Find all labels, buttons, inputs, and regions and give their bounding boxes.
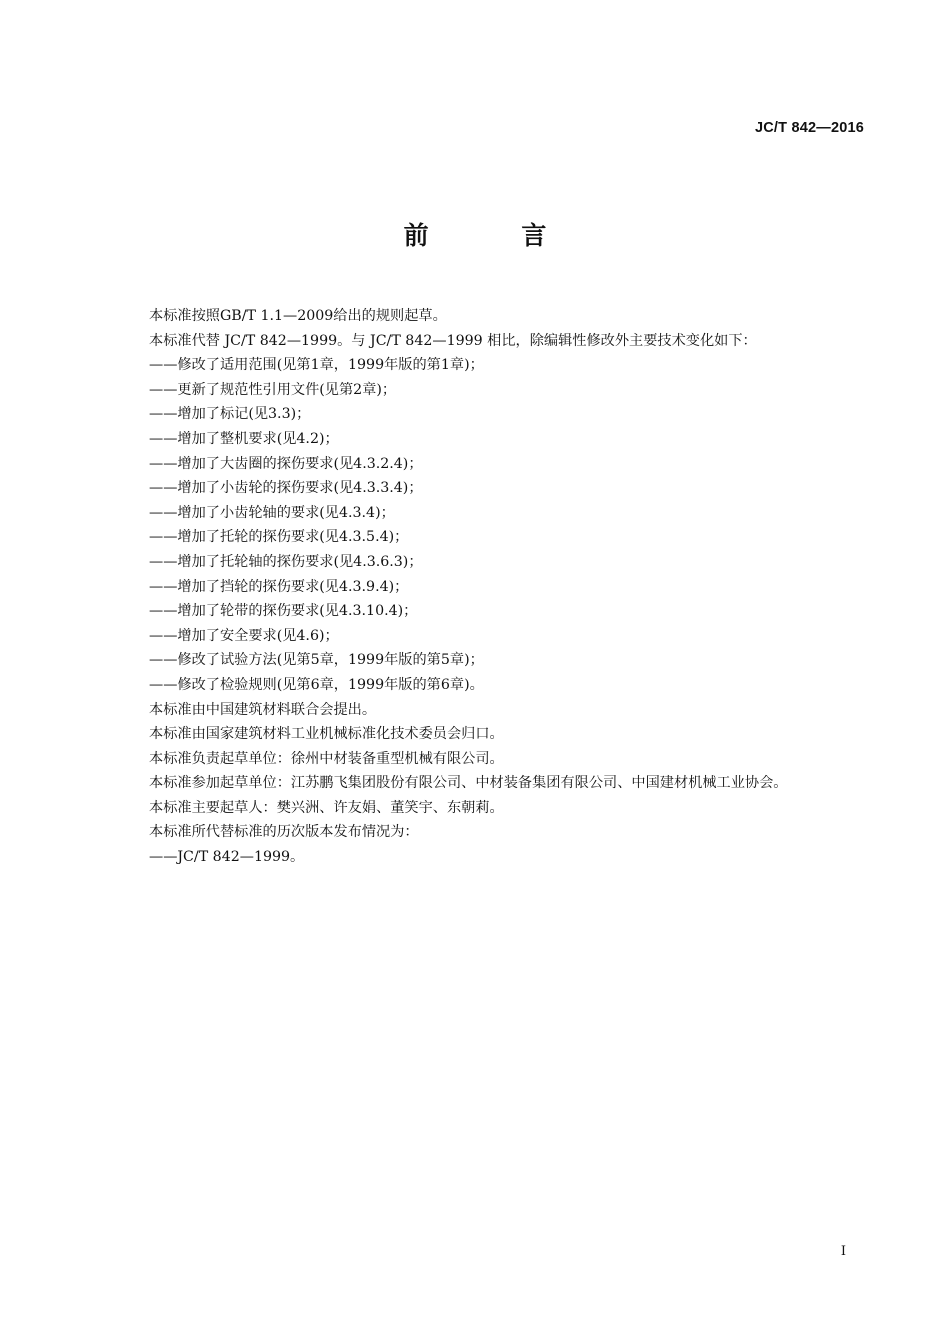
- paragraph: 本标准由国家建筑材料工业机械标准化技术委员会归口。: [149, 726, 504, 743]
- list-item: ——修改了适用范围(见第1章，1999年版的第1章)；: [149, 357, 484, 374]
- paragraph: 本标准代替 JC/T 842—1999。与 JC/T 842—1999 相比，除编辑性修改外主要技术变化如下：: [149, 332, 757, 349]
- list-item: ——增加了小齿轮轴的要求(见4.3.4)；: [149, 504, 395, 521]
- list-item: ——增加了托轮轴的探伤要求(见4.3.6.3)；: [149, 553, 423, 570]
- list-item: ——增加了小齿轮的探伤要求(见4.3.3.4)；: [149, 480, 423, 497]
- list-item: ——增加了轮带的探伤要求(见4.3.10.4)；: [149, 603, 418, 620]
- list-item: ——JC/T 842—1999。: [149, 849, 305, 866]
- paragraph: 本标准负责起草单位：徐州中材装备重型机械有限公司。: [149, 750, 504, 767]
- paragraph: 本标准由中国建筑材料联合会提出。: [149, 701, 377, 718]
- paragraph: 本标准主要起草人：樊兴洲、许友娟、董笑宇、东朝莉。: [149, 799, 504, 816]
- list-item: ——修改了试验方法(见第5章，1999年版的第5章)；: [149, 652, 484, 669]
- foreword-body: [118, 304, 866, 870]
- paragraph: 本标准所代替标准的历次版本发布情况为：: [149, 824, 419, 841]
- list-item: ——增加了整机要求(见4.2)；: [149, 430, 339, 447]
- list-item: ——增加了托轮的探伤要求(见4.3.5.4)；: [149, 529, 409, 546]
- list-item: ——更新了规范性引用文件(见第2章)；: [149, 381, 397, 398]
- list-item: ——增加了安全要求(见4.6)；: [149, 627, 339, 644]
- standard-code: JC/T 842—2016: [755, 120, 864, 136]
- page-number: I: [840, 1244, 846, 1259]
- list-item: ——修改了检验规则(见第6章，1999年版的第6章)。: [149, 676, 484, 693]
- paragraph: 本标准参加起草单位：江苏鹏飞集团股份有限公司、中材装备集团有限公司、中国建材机械工业协会。: [149, 775, 788, 792]
- list-item: ——增加了标记(见3.3)；: [149, 406, 311, 423]
- page-title: 前 言: [403, 221, 589, 250]
- list-item: ——增加了挡轮的探伤要求(见4.3.9.4)；: [149, 578, 409, 595]
- paragraph: 本标准按照GB/T 1.1—2009给出的规则起草。: [149, 308, 447, 324]
- list-item: ——增加了大齿圈的探伤要求(见4.3.2.4)；: [149, 455, 423, 472]
